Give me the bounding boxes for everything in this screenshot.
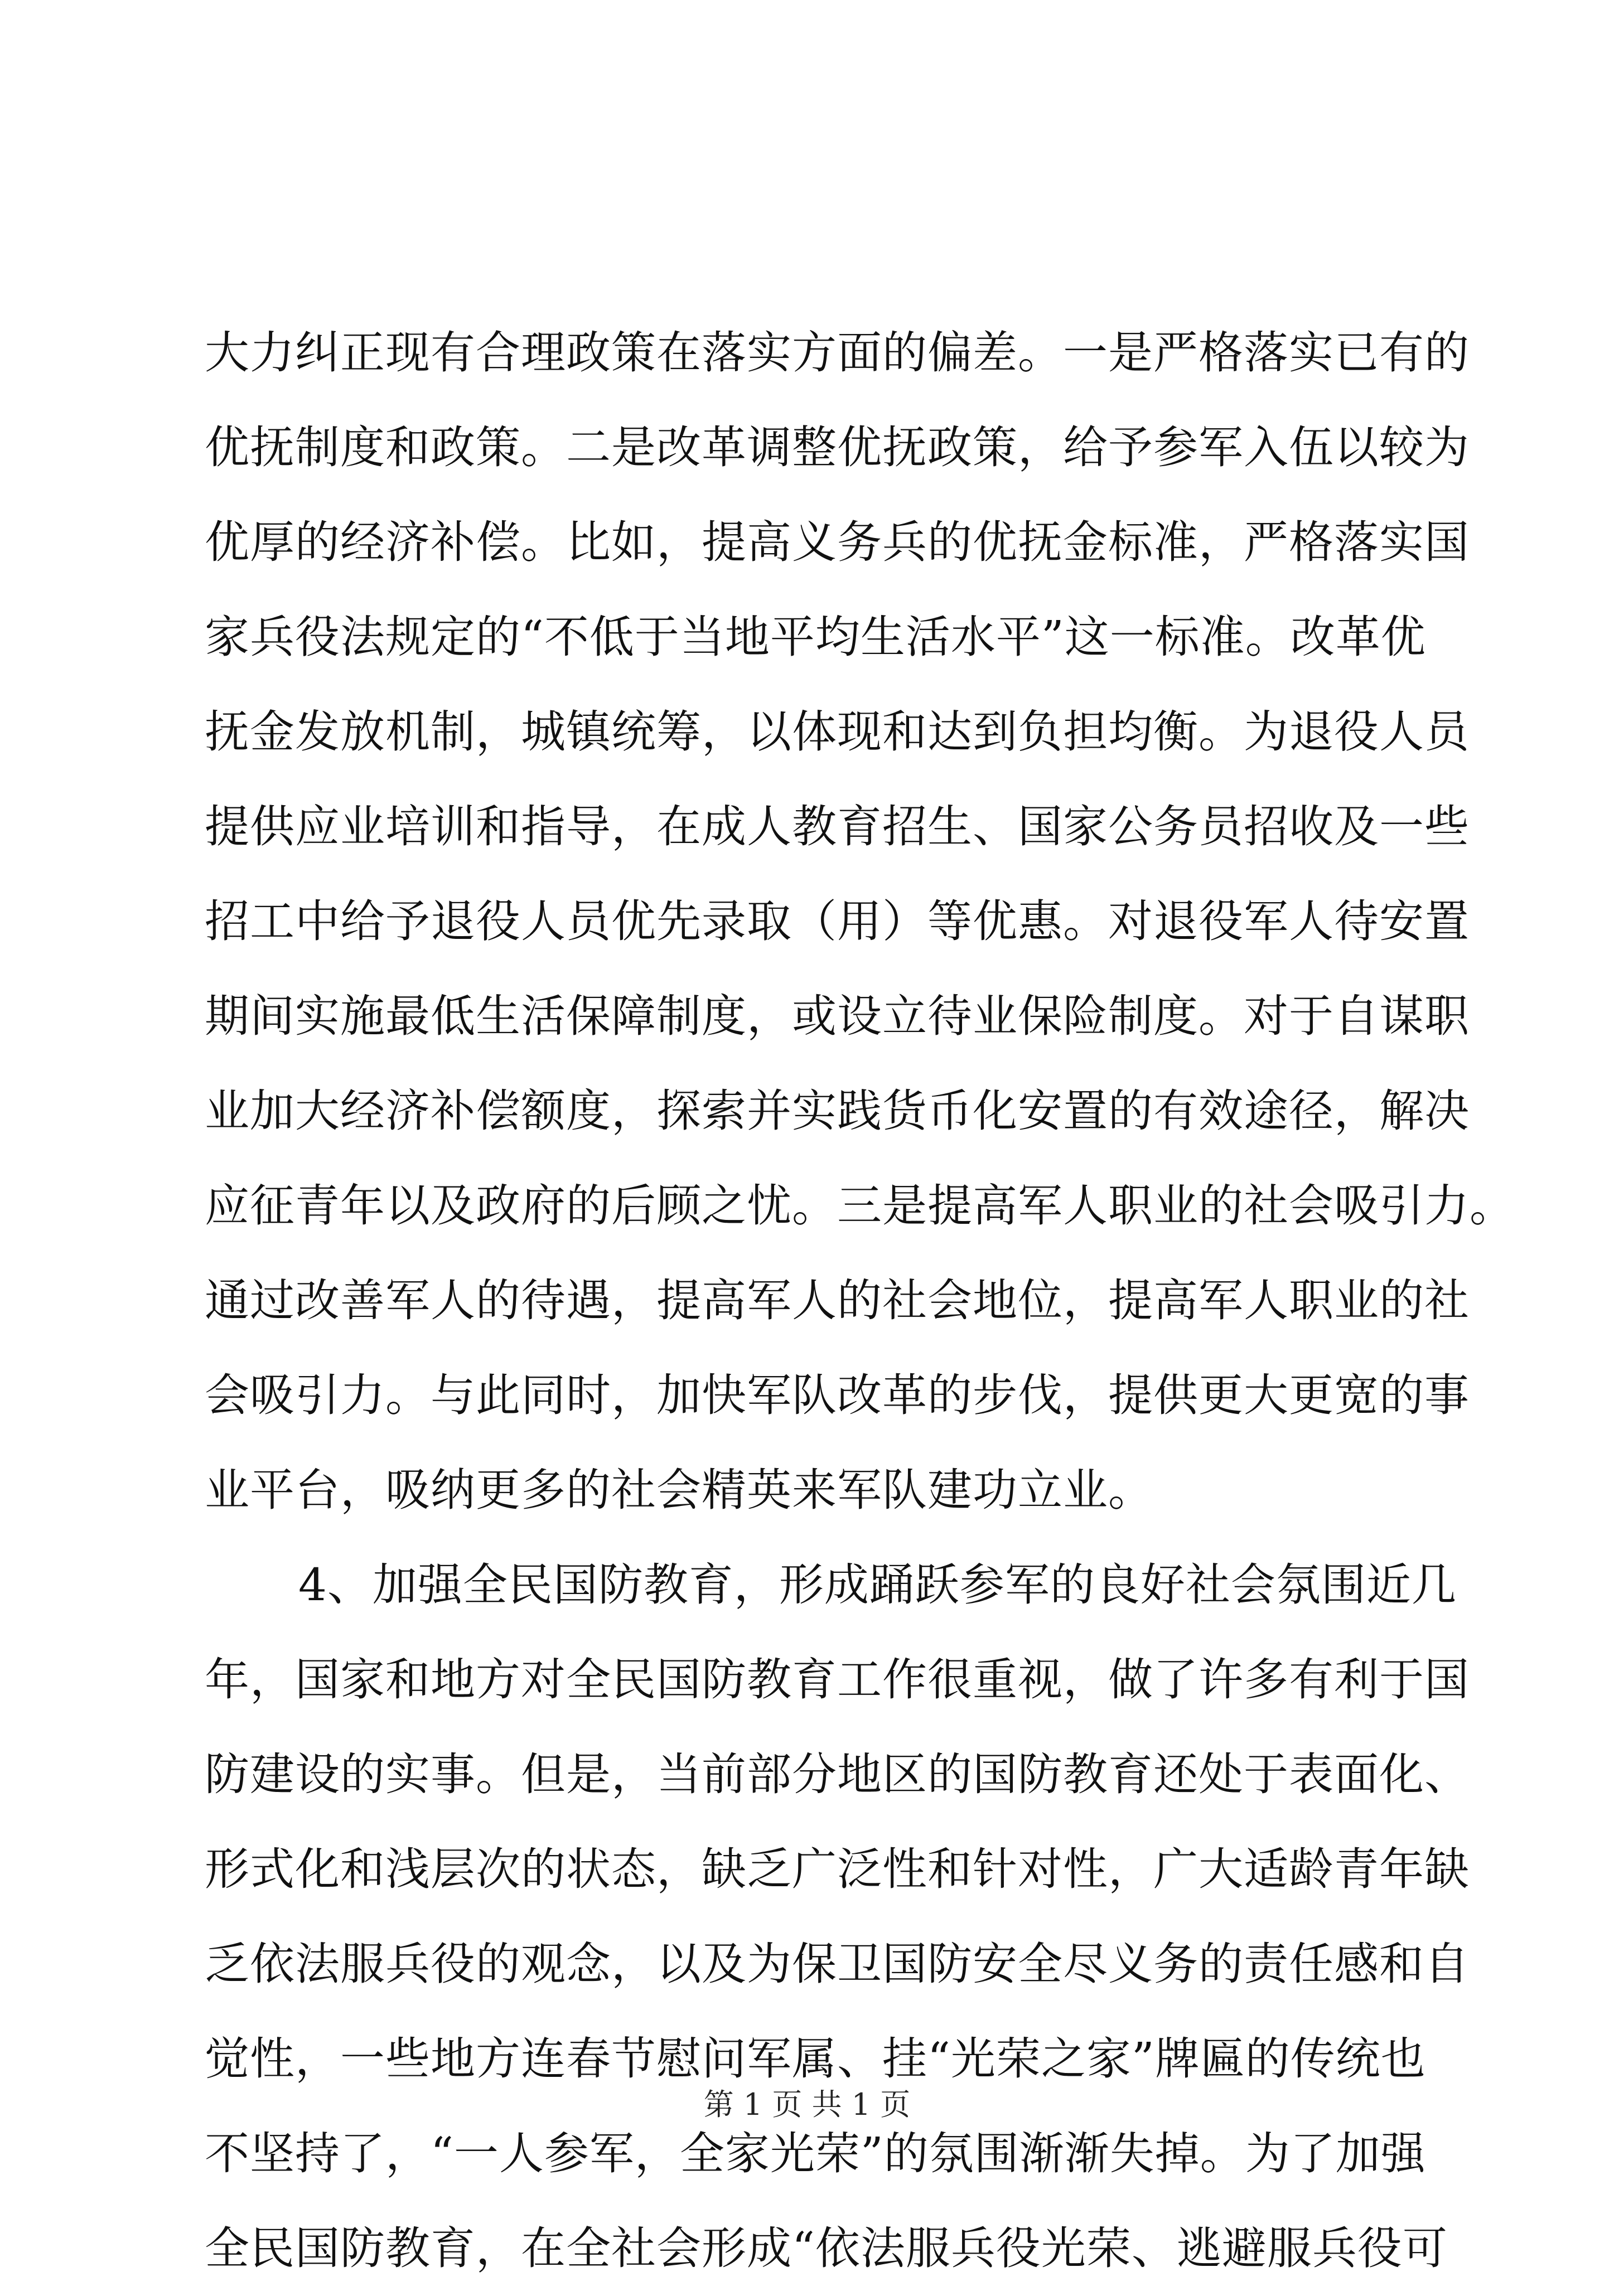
text-line: 优抚制度和政策。二是改革调整优抚政策，给予参军入伍以较为 (205, 422, 1470, 473)
text-line: 大力纠正现有合理政策在落实方面的偏差。一是严格落实已有的 (205, 327, 1470, 379)
text-line: 家兵役法规定的“不低于当地平均生活水平”这一标准。改革优 (205, 611, 1426, 663)
text-line: 觉性，一些地方连春节慰问军属、挂“光荣之家”牌匾的传统也 (205, 2033, 1426, 2085)
text-line: 抚金发放机制，城镇统筹，以体现和达到负担均衡。为退役人员 (205, 706, 1470, 758)
body-text (205, 306, 1515, 2296)
text-line: 招工中给予退役人员优先录取（用）等优惠。对退役军人待安置 (205, 895, 1470, 947)
text-line: 业平台，吸纳更多的社会精英来军队建功立业。 (205, 1464, 1153, 1516)
text-line: 全民国防教育，在全社会形成“依法服兵役光荣、逃避服兵役可 (205, 2222, 1448, 2274)
page-number-footer: 第 1 页 共 1 页 (703, 2087, 911, 2122)
text-line: 通过改善军人的待遇，提高军人的社会地位，提高军人职业的社 (205, 1275, 1470, 1326)
paragraph-start-line: 4、加强全民国防教育，形成踊跃参军的良好社会氛围近几 (298, 1559, 1457, 1611)
text-line: 应征青年以及政府的后顾之忧。三是提高军人职业的社会吸引力。 (205, 1180, 1515, 1232)
text-line: 年，国家和地方对全民国防教育工作很重视，做了许多有利于国 (205, 1654, 1470, 1706)
text-line: 乏依法服兵役的观念，以及为保卫国防安全尽义务的责任感和自 (205, 1938, 1470, 1990)
text-line: 防建设的实事。但是，当前部分地区的国防教育还处于表面化、 (205, 1748, 1470, 1800)
text-line: 会吸引力。与此同时，加快军队改革的步伐，提供更大更宽的事 (205, 1369, 1470, 1421)
text-line: 优厚的经济补偿。比如，提高义务兵的优抚金标准，严格落实国 (205, 516, 1470, 568)
text-line: 不坚持了，“一人参军，全家光荣”的氛围渐渐失掉。为了加强 (205, 2128, 1426, 2179)
text-line: 提供应业培训和指导，在成人教育招生、国家公务员招收及一些 (205, 801, 1470, 852)
text-line: 业加大经济补偿额度，探索并实践货币化安置的有效途径，解决 (205, 1085, 1470, 1137)
text-line: 形式化和浅层次的状态，缺乏广泛性和针对性，广大适龄青年缺 (205, 1843, 1470, 1895)
text-line: 期间实施最低生活保障制度，或设立待业保险制度。对于自谋职 (205, 990, 1470, 1042)
